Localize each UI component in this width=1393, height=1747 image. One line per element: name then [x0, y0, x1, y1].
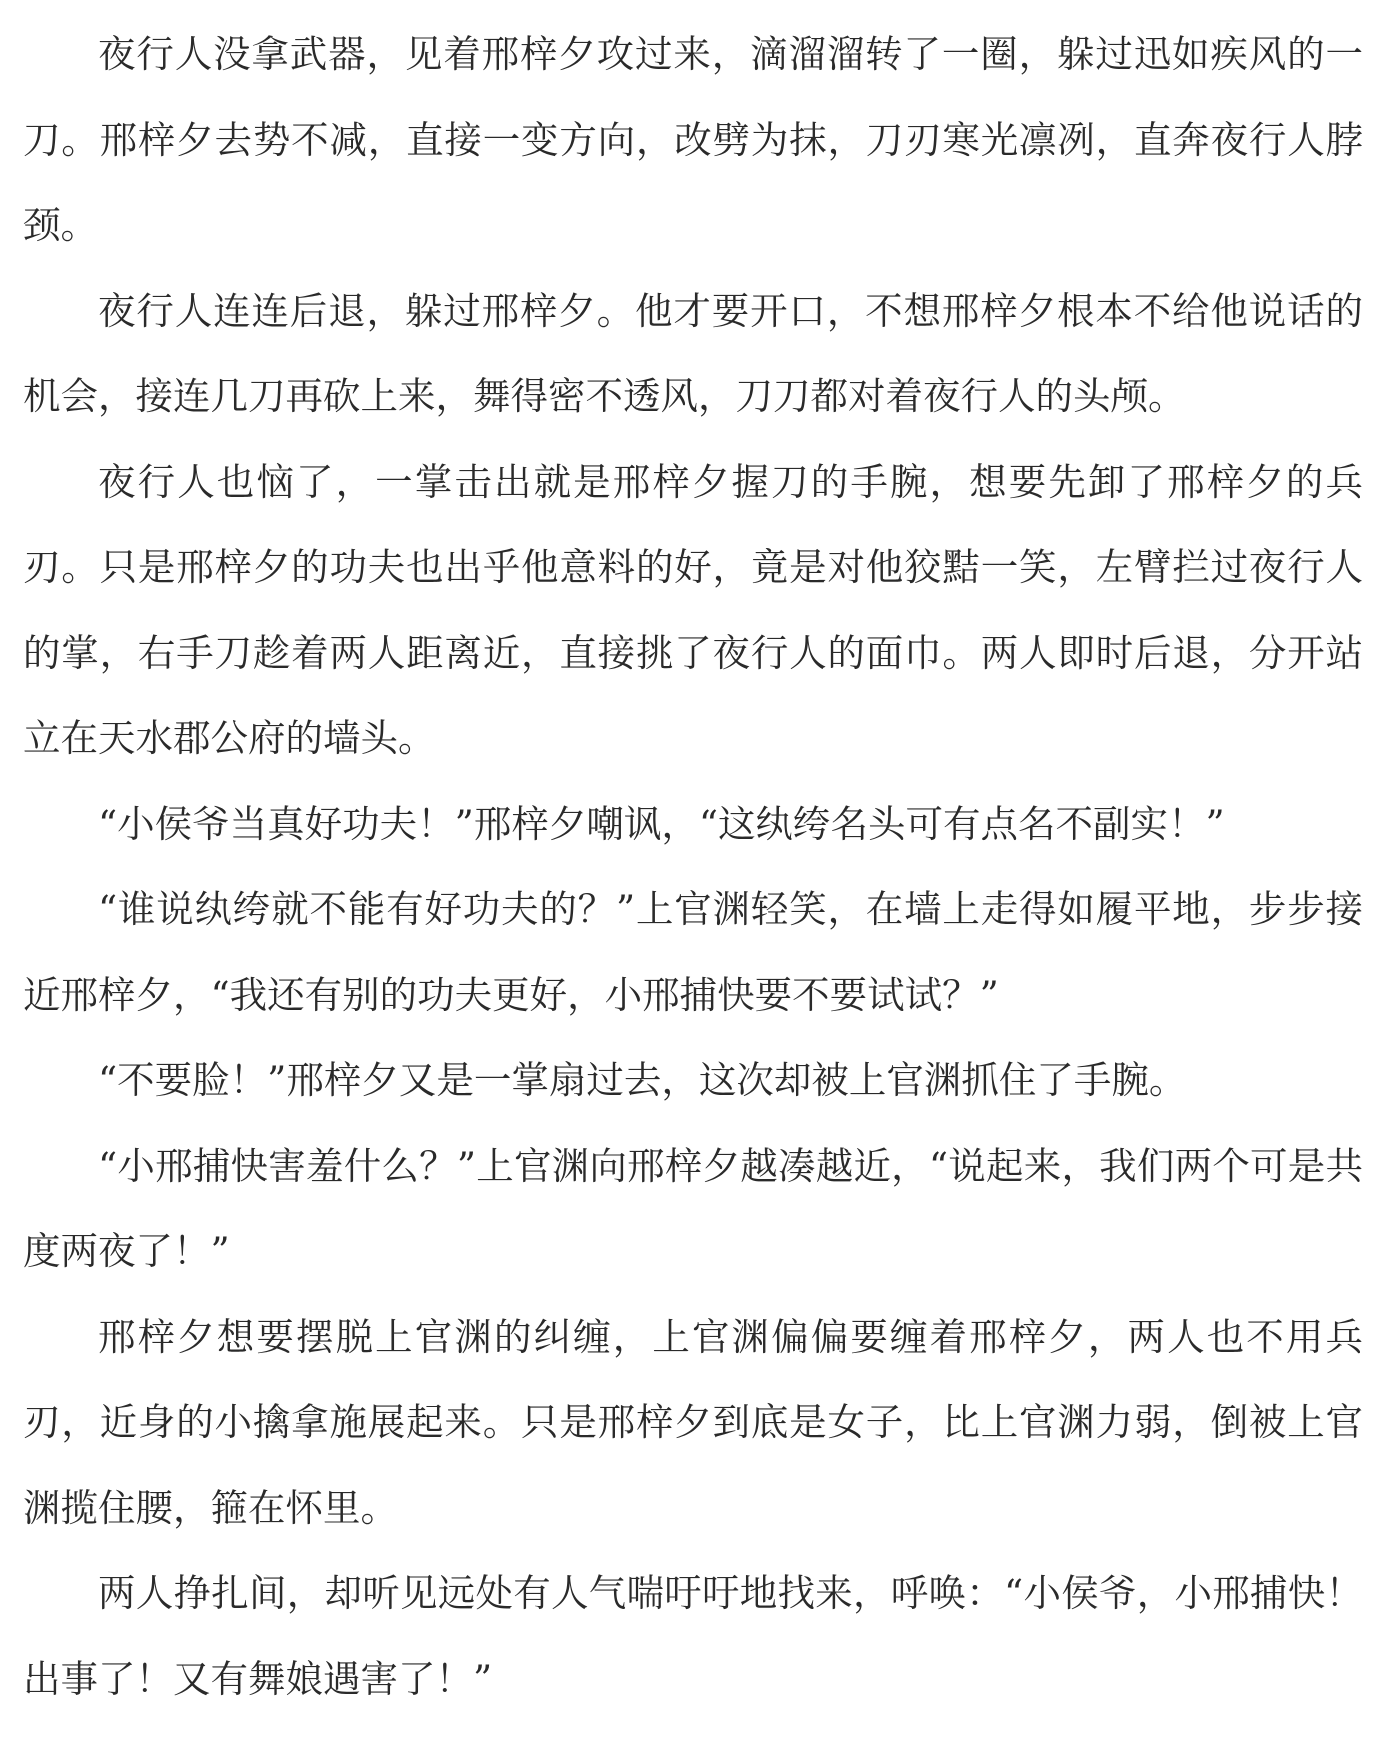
paragraph-8: 邢梓夕想要摆脱上官渊的纠缠，上官渊偏偏要缠着邢梓夕，两人也不用兵刃，近身的小擒拿施展起来。只是邢梓夕到底是女子，比上官渊力弱，倒被上官渊揽住腰，箍在怀里。 — [23, 1314, 1363, 1530]
paragraph-9: 两人挣扎间，却听见远处有人气喘吁吁地找来，呼唤：“小侯爷，小邢捕快！出事了！又有舞娘遇害了！” — [23, 1571, 1363, 1701]
paragraph-5: “谁说纨绔就不能有好功夫的？”上官渊轻笑，在墙上走得如履平地，步步接近邢梓夕，“我还有别的功夫更好，小邢捕快要不要试试？” — [23, 887, 1363, 1017]
paragraph-1: 夜行人没拿武器，见着邢梓夕攻过来，滴溜溜转了一圈，躲过迅如疾风的一刀。邢梓夕去势不减，直接一变方向，改劈为抹，刀刃寒光凛冽，直奔夜行人脖颈。 — [23, 32, 1363, 247]
paragraph-4: “小侯爷当真好功夫！”邢梓夕嘲讽，“这纨绔名头可有点名不副实！” — [98, 801, 1225, 846]
paragraph-3: 夜行人也恼了，一掌击出就是邢梓夕握刀的手腕，想要先卸了邢梓夕的兵刃。只是邢梓夕的功夫也出乎他意料的好，竟是对他狡黠一笑，左臂拦过夜行人的掌，右手刀趁着两人距离近，直接挑了夜行人的面巾。两人即时后退，分开站立在天水郡公府的墙头。 — [23, 459, 1363, 760]
paragraph-2: 夜行人连连后退，躲过邢梓夕。他才要开口，不想邢梓夕根本不给他说话的机会，接连几刀再砍上来，舞得密不透风，刀刀都对着夜行人的头颅。 — [23, 288, 1363, 418]
document-page — [23, 0, 1363, 1722]
paragraph-7: “小邢捕快害羞什么？”上官渊向邢梓夕越凑越近，“说起来，我们两个可是共度两夜了！” — [23, 1143, 1363, 1273]
paragraph-6: “不要脸！”邢梓夕又是一掌扇过去，这次却被上官渊抓住了手腕。 — [98, 1058, 1187, 1102]
